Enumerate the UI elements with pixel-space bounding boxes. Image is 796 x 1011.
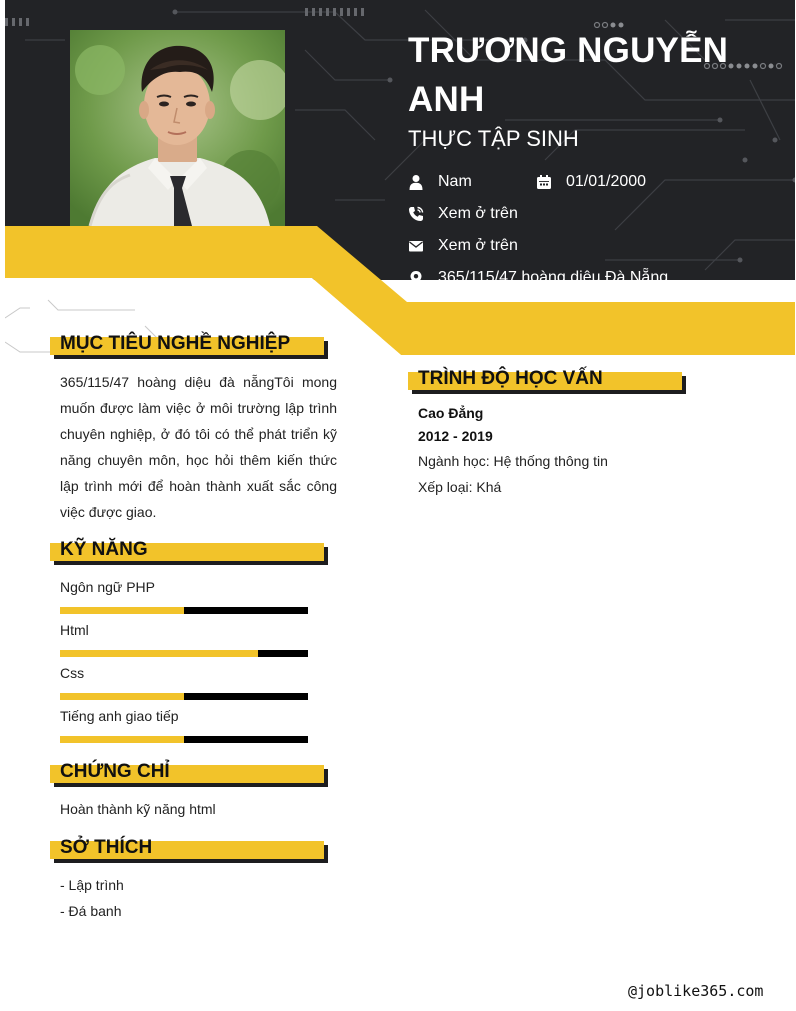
envelope-icon bbox=[408, 238, 424, 254]
education-school: Cao Đẳng bbox=[418, 405, 484, 421]
skills-heading-text: KỸ NĂNG bbox=[60, 539, 148, 560]
objective-heading-text: MỤC TIÊU NGHỀ NGHIỆP bbox=[60, 333, 291, 354]
map-pin-icon bbox=[408, 270, 424, 286]
skill-label: Tiếng anh giao tiếp bbox=[60, 708, 179, 724]
skill-label: Html bbox=[60, 622, 89, 638]
skill-item bbox=[60, 579, 308, 614]
hobbies-heading-text: SỞ THÍCH bbox=[60, 837, 153, 858]
candidate-name bbox=[408, 26, 768, 124]
birthday-value: 01/01/2000 bbox=[566, 173, 647, 190]
skill-item bbox=[60, 622, 308, 657]
education-major: Ngành học: Hệ thống thông tin bbox=[418, 453, 608, 469]
skill-label: Css bbox=[60, 665, 85, 681]
certificate-item: Hoàn thành kỹ năng html bbox=[60, 801, 216, 817]
skill-item bbox=[60, 708, 308, 743]
email-value: Xem ở trên bbox=[438, 237, 518, 254]
skill-label: Ngôn ngữ PHP bbox=[60, 579, 155, 595]
skill-item bbox=[60, 665, 308, 700]
candidate-name-line2: ANH bbox=[408, 80, 485, 119]
skill-level-bar bbox=[60, 650, 308, 657]
skill-level-bar bbox=[60, 736, 308, 743]
skill-level-fill bbox=[60, 736, 184, 743]
skill-level-fill bbox=[60, 693, 184, 700]
skill-level-fill bbox=[60, 650, 258, 657]
birthday-row bbox=[536, 172, 646, 192]
calendar-icon bbox=[536, 174, 552, 190]
education-rank: Xếp loại: Khá bbox=[418, 479, 502, 495]
gender-value: Nam bbox=[438, 173, 472, 190]
phone-icon bbox=[408, 206, 424, 222]
job-title: THỰC TẬP SINH bbox=[408, 126, 579, 151]
candidate-name-line1: TRƯƠNG NGUYỄN bbox=[408, 31, 729, 70]
footer-brand: @joblike365.com bbox=[628, 982, 764, 1000]
education-heading-text: TRÌNH ĐỘ HỌC VẤN bbox=[418, 368, 603, 389]
user-icon bbox=[408, 174, 424, 190]
hobby-item: - Lập trình bbox=[60, 877, 124, 893]
hobby-item: - Đá banh bbox=[60, 903, 122, 919]
profile-photo bbox=[70, 30, 285, 226]
certificates-heading-text: CHỨNG CHỈ bbox=[60, 761, 170, 782]
skill-level-bar bbox=[60, 693, 308, 700]
education-years: 2012 - 2019 bbox=[418, 428, 493, 444]
objective-text: 365/115/47 hoàng diệu đà nẵngTôi mong muốn được làm việc ở môi trường lập trình chuyên nghiệp, ở đó tôi có thể phát triển kỹ năng chuyên môn, học hỏi thêm kiến thức lập trình mới để hoàn thành xuất sắc công việc được giao. bbox=[60, 374, 337, 520]
skill-level-bar bbox=[60, 607, 308, 614]
phone-row bbox=[408, 204, 518, 224]
phone-value: Xem ở trên bbox=[438, 205, 518, 222]
gender-row bbox=[408, 172, 472, 192]
skill-level-fill bbox=[60, 607, 184, 614]
address-value: 365/115/47 hoàng diệu Đà Nẵng bbox=[438, 269, 669, 286]
address-row bbox=[408, 268, 668, 288]
email-row bbox=[408, 236, 518, 256]
